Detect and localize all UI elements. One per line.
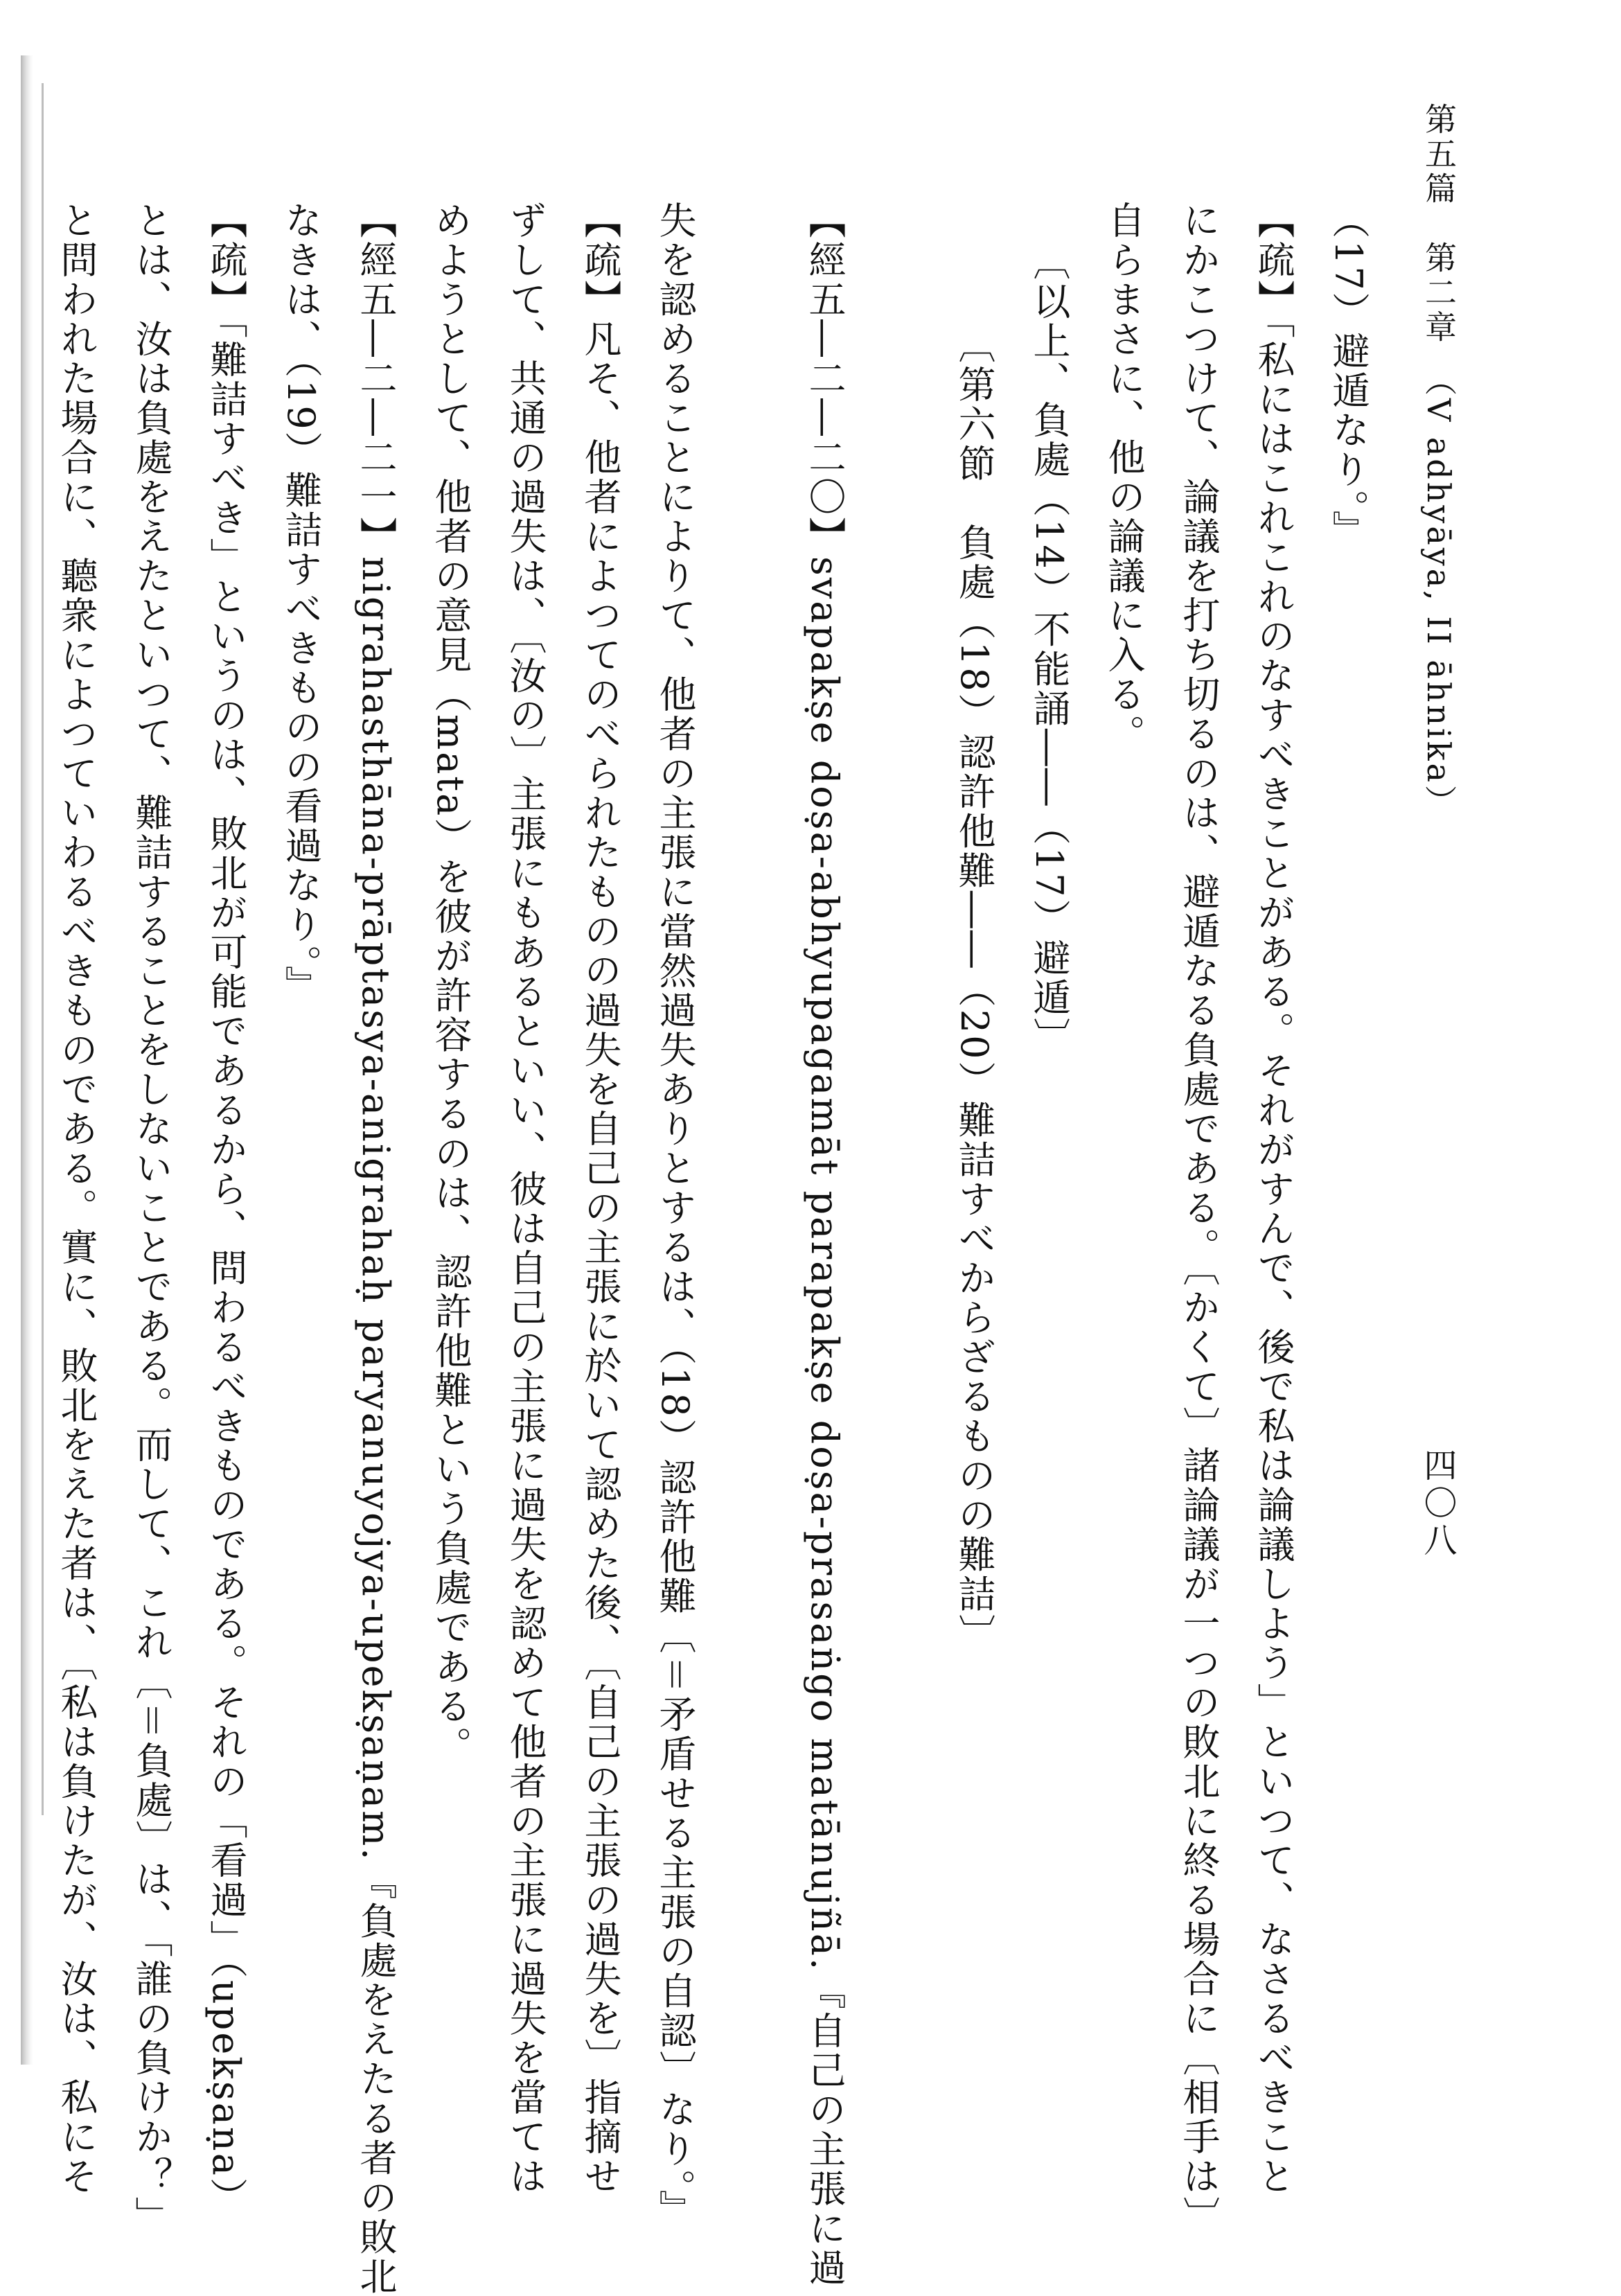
commentary-line: 【疏】凡そ、他者によつてのべられたものの過失を自己の主張に於いて認めた後、〔自己の主張の過失を〕指摘せ (578, 201, 622, 2196)
text-line: （17）避遁なり。』 (1327, 201, 1370, 550)
text-line: 自らまさに、他の論議に入る。 (1102, 201, 1146, 754)
text-line: 【疏】「私にはこれこれのなすべきことがある。それがすんで、後で私は論議しよう」といつて、なさるべきこと (1252, 201, 1295, 2196)
page-number: 四〇八 (1418, 1448, 1457, 1560)
commentary-line: 【疏】「難詰すべき」というのは、敗北が可能であるから、問わるべきものである。それの「看過」（upekṣaṇa） (204, 201, 248, 2217)
scan-edge-shadow (21, 55, 33, 2065)
text-line: ずして、共通の過失は、〔汝の〕主張にもあるといい、彼は自己の主張に過失を認めて他者の主張に過失を當ては (504, 201, 547, 2196)
text-line: 失を認めることによりて、他者の主張に當然過失ありとするは、（18）認許他難〔＝矛盾せる主張の自認〕なり。』 (653, 201, 697, 2229)
text-line: と問われた場合に、聽衆によつていわるべきものである。實に、敗北をえた者は、〔私は負けたが、汝は、私にそ (55, 201, 98, 2196)
section-summary: 〔以上、負處（14）不能誦――（17）避遁〕 (1027, 242, 1071, 1057)
text-line: めようとして、他者の意見（mata）を彼が許容するのは、認許他難という負處である。 (429, 201, 472, 1766)
sutra-line: 【經五―二―二一】nigrahasthāna-prāptasya-anigrahaḥ paryanuyojya-upekṣaṇam.『負處をえたる者の敗北 (354, 201, 398, 2296)
text-line: とは、汝は負處をえたといつて、難詰することをしないことである。而して、これ〔＝負處〕は、「誰の負けか？」 (130, 201, 173, 2236)
text-line: なきは、（19）難詰すべきものの看過なり。』 (279, 201, 323, 1005)
sutra-line: 【經五―二―二〇】svapakṣe doṣa-abhyupagamāt parapakṣe doṣa-prasaṅgo matānujñā.『自己の主張に過 (803, 201, 847, 2288)
running-head: 第五篇 第二章 （V adhyāya, II āhnika） (1420, 103, 1458, 820)
body-text (55, 201, 1385, 2296)
section-heading: 〔第六節 負處（18）認許他難――（20）難詰すべからざるものの難詰〕 (953, 326, 996, 1654)
text-line: にかこつけて、論議を打ち切るのは、避遁なる負處である。〔かくて〕諸論議が一つの敗北に終る場合に〔相手は〕 (1177, 201, 1221, 2236)
